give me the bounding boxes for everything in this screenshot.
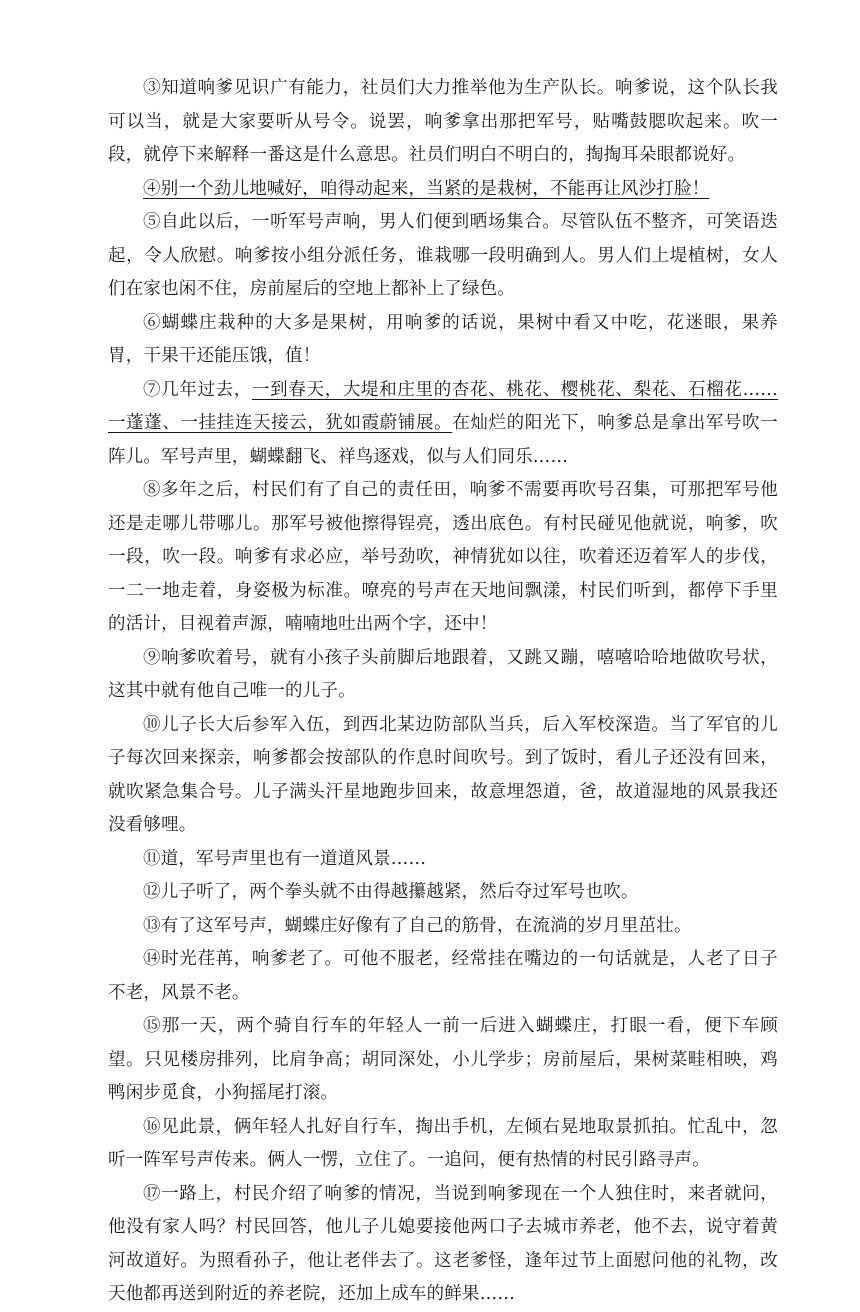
paragraph-12-text: ⑫儿子听了，两个拳头就不由得越攥越紧，然后夺过军号也吹。	[143, 882, 639, 902]
paragraph-16	[108, 1111, 778, 1178]
paragraph-13-text: ⑬有了这军号声，蝴蝶庄好像有了自己的筋骨，在流淌的岁月里茁壮。	[143, 915, 692, 936]
paragraph-9	[108, 642, 778, 709]
paragraph-13	[108, 910, 778, 944]
article-body	[108, 72, 778, 1312]
paragraph-5-text: ⑤自此以后，一听军号声响，男人们便到晒场集合。尽管队伍不整齐，可笑语迭起，令人欣慰。响爹按小组分派任务，谁栽哪一段明确到人。男人们上堤植树，女人们在家也闲不住，房前屋后的空地上都补上了绿色。	[108, 212, 778, 299]
paragraph-17-text: ⑰一路上，村民介绍了响爹的情况，当说到响爹现在一个人独住时，来者就问，他没有家人吗？村民回答，他儿子儿媳要接他两口子去城市养老，他不去，说守着黄河故道好。为照看孙子，他让老伴去了。这老爹怪，逢年过节上面慰问他的礼物，改天他都再送到附近的养老院，还加上成车的鲜果……	[108, 1183, 778, 1304]
paragraph-16-text: ⑯见此景，俩年轻人扎好自行车，掏出手机，左倾右晃地取景抓拍。忙乱中，忽听一阵军号声传来。俩人一愣，立住了。一追问，便有热情的村民引路寻声。	[108, 1116, 778, 1170]
paragraph-4-underlined-text: ④别一个劲儿地喊好，咱得动起来，当紧的是栽树，不能再让风沙打脸！	[143, 178, 710, 199]
paragraph-6-text: ⑥蝴蝶庄栽种的大多是果树，用响爹的话说，果树中看又中吃，花迷眼，果养胃，干果干还能压饿，值！	[108, 312, 778, 366]
paragraph-15	[108, 1010, 778, 1111]
paragraph-11-text: ⑪道，军号声里也有一道道风景……	[143, 848, 427, 869]
paragraph-7-underlined-text: 一到春天，大堤和庄里的杏花、桃花、樱桃花、梨花、石榴花……一蓬蓬、一挂挂连天接云，犹如霞蔚铺展。	[108, 379, 778, 433]
paragraph-3-text: ③知道响爹见识广有能力，社员们大力推举他为生产队长。响爹说，这个队长我可以当，就是大家要听从号令。说罢，响爹拿出那把军号，贴嘴鼓腮吹起来。吹一段，就停下来解释一番这是什么意思。社员们明白不明白的，掏掏耳朵眼都说好。	[108, 78, 778, 165]
paragraph-10-text: ⑩儿子长大后参军入伍，到西北某边防部队当兵，后入军校深造。当了军官的儿子每次回来探亲，响爹都会按部队的作息时间吹号。到了饭时，看儿子还没有回来，就吹紧急集合号。儿子满头汗星地跑步回来，故意埋怨道，爸，故道湿地的风景我还没看够哩。	[108, 714, 778, 835]
paragraph-7-text-end: 在灿烂的阳光下，响爹总是拿出军号吹一阵儿。军号声里，蝴蝶翻飞、祥鸟逐戏，似与人们同乐……	[108, 413, 778, 467]
paragraph-3	[108, 72, 778, 173]
paragraph-9-text: ⑨响爹吹着号，就有小孩子头前脚后地跟着，又跳又蹦，嘻嘻哈哈地做吹号状，这其中就有他自己唯一的儿子。	[108, 647, 778, 701]
paragraph-7-text-start: ⑦几年过去，	[143, 379, 253, 400]
paragraph-14-text: ⑭时光荏苒，响爹老了。可他不服老，经常挂在嘴边的一句话就是，人老了日子不老，风景不老。	[108, 949, 778, 1003]
paragraph-4	[108, 173, 778, 207]
paragraph-6	[108, 307, 778, 374]
paragraph-8-text: ⑧多年之后，村民们有了自己的责任田，响爹不需要再吹号召集，可那把军号他还是走哪儿带哪儿。那军号被他擦得锃亮，透出底色。有村民碰见他就说，响爹，吹一段，吹一段。响爹有求必应，举号劲吹，神情犹如以往，吹着还迈着军人的步伐，一二一地走着，身姿极为标准。嘹亮的号声在天地间飘漾，村民们听到，都停下手里的活计，目视着声源，喃喃地吐出两个字，还中！	[108, 480, 778, 634]
paragraph-15-text: ⑮那一天，两个骑自行车的年轻人一前一后进入蝴蝶庄，打眼一看，便下车顾望。只见楼房排列，比肩争高；胡同深处，小儿学步；房前屋后，果树菜畦相映，鸡鸭闲步觅食，小狗摇尾打滚。	[108, 1016, 778, 1103]
paragraph-7	[108, 374, 778, 475]
paragraph-10	[108, 709, 778, 843]
paragraph-8	[108, 474, 778, 642]
paragraph-12	[108, 876, 778, 910]
paragraph-5	[108, 206, 778, 307]
paragraph-11	[108, 843, 778, 877]
paragraph-14	[108, 943, 778, 1010]
paragraph-17	[108, 1178, 778, 1312]
